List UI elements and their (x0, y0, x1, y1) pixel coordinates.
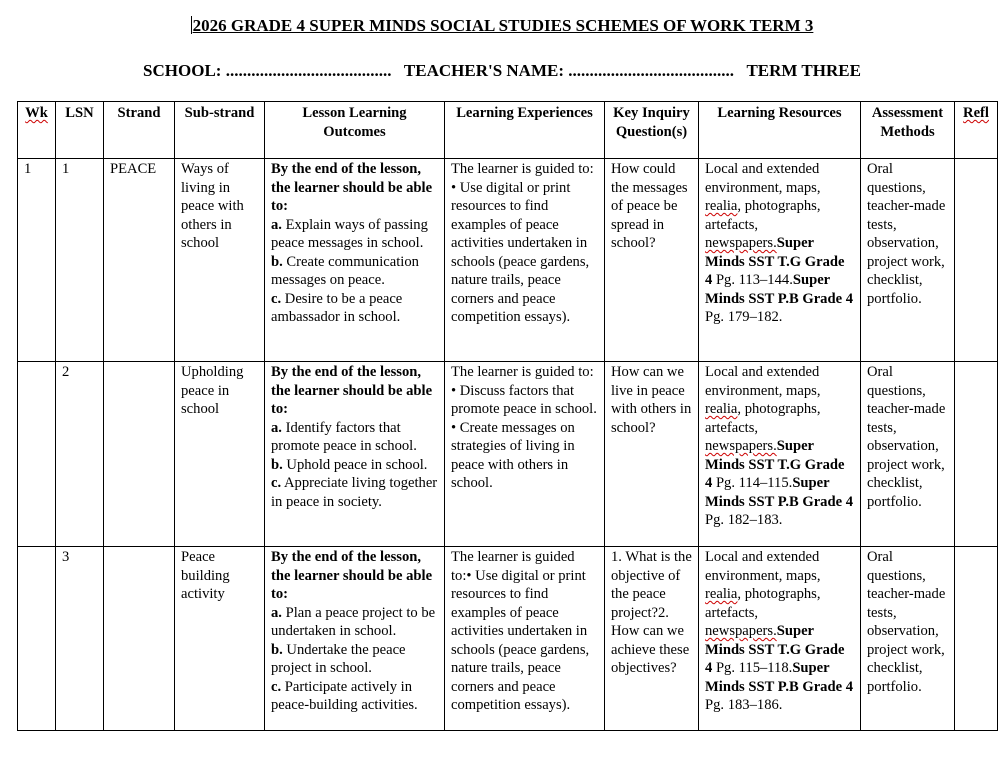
cell-outcomes[interactable]: By the end of the lesson, the learner should be able to: a. Identify factors that promote peace in school. b. Uphold peace in school. c. Appreciate living together in peace in society. (265, 362, 445, 547)
document-subheading (0, 61, 1004, 81)
cell-assessment[interactable]: Oral questions, teacher-made tests, observation, project work, checklist, portfolio. (861, 362, 955, 547)
cell-reflection[interactable] (955, 547, 998, 731)
cell-outcomes[interactable]: By the end of the lesson, the learner should be able to: a. Explain ways of passing peace messages in school. b. Create communication messages on peace. c. Desire to be a peace ambassador in school. (265, 159, 445, 362)
term-label: TERM THREE (746, 61, 861, 80)
header-resources: Learning Resources (699, 102, 861, 159)
cell-substrand[interactable]: Ways of living in peace with others in school (175, 159, 265, 362)
header-reflection: Refl (955, 102, 998, 159)
cell-experiences[interactable]: The learner is guided to: • Use digital or print resources to find examples of peace activities undertaken in schools (peace gardens, nature trails, peace corners and peace competition essays). (445, 159, 605, 362)
cell-inquiry[interactable]: How can we live in peace with others in school? (605, 362, 699, 547)
table-header-row (18, 102, 998, 159)
cell-strand[interactable] (104, 547, 175, 731)
cell-resources[interactable]: Local and extended environment, maps, realia, photographs, artefacts, newspapers.Super Minds SST T.G Grade 4 Pg. 113–144.Super Minds SST P.B Grade 4 Pg. 179–182. (699, 159, 861, 362)
header-assessment: Assessment Methods (861, 102, 955, 159)
header-wk: Wk (18, 102, 56, 159)
table-row (18, 362, 998, 547)
cell-reflection[interactable] (955, 362, 998, 547)
cell-wk[interactable]: 1 (18, 159, 56, 362)
cell-inquiry[interactable]: How could the messages of peace be spread in school? (605, 159, 699, 362)
document-title: 2026 GRADE 4 SUPER MINDS SOCIAL STUDIES SCHEMES OF WORK TERM 3 (192, 16, 814, 35)
cell-lsn[interactable]: 3 (56, 547, 104, 731)
text-cursor (191, 16, 192, 34)
cell-resources[interactable]: Local and extended environment, maps, realia, photographs, artefacts, newspapers.Super Minds SST T.G Grade 4 Pg. 114–115.Super Minds SST P.B Grade 4 Pg. 182–183. (699, 362, 861, 547)
cell-lsn[interactable]: 2 (56, 362, 104, 547)
cell-resources[interactable]: Local and extended environment, maps, realia, photographs, artefacts, newspapers.Super Minds SST T.G Grade 4 Pg. 115–118.Super Minds SST P.B Grade 4 Pg. 183–186. (699, 547, 861, 731)
header-strand: Strand (104, 102, 175, 159)
header-experiences: Learning Experiences (445, 102, 605, 159)
cell-assessment[interactable]: Oral questions, teacher-made tests, observation, project work, checklist, portfolio. (861, 159, 955, 362)
cell-wk[interactable] (18, 362, 56, 547)
cell-experiences[interactable]: The learner is guided to:• Use digital or print resources to find examples of peace activities undertaken in schools (peace gardens, nature trails, peace corners and peace competition essays). (445, 547, 605, 731)
header-outcomes: Lesson Learning Outcomes (265, 102, 445, 159)
cell-strand[interactable]: PEACE (104, 159, 175, 362)
schemes-of-work-table (17, 101, 998, 731)
header-lsn: LSN (56, 102, 104, 159)
cell-outcomes[interactable]: By the end of the lesson, the learner should be able to: a. Plan a peace project to be undertaken in school. b. Undertake the peace project in school. c. Participate actively in peace-building activities. (265, 547, 445, 731)
cell-inquiry[interactable]: 1. What is the objective of the peace project?2. How can we achieve these objectives? (605, 547, 699, 731)
cell-substrand[interactable]: Peace building activity (175, 547, 265, 731)
table-row (18, 547, 998, 731)
teacher-name-field[interactable]: TEACHER'S NAME: ....................................... (403, 61, 735, 80)
cell-experiences[interactable]: The learner is guided to: • Discuss factors that promote peace in school. • Create messages on strategies of living in peace with others in school. (445, 362, 605, 547)
cell-wk[interactable] (18, 547, 56, 731)
school-field[interactable]: SCHOOL: ....................................... (143, 61, 392, 80)
cell-substrand[interactable]: Upholding peace in school (175, 362, 265, 547)
cell-strand[interactable] (104, 362, 175, 547)
cell-assessment[interactable]: Oral questions, teacher-made tests, observation, project work, checklist, portfolio. (861, 547, 955, 731)
header-substrand: Sub-strand (175, 102, 265, 159)
header-inquiry: Key Inquiry Question(s) (605, 102, 699, 159)
table-row (18, 159, 998, 362)
cell-reflection[interactable] (955, 159, 998, 362)
cell-lsn[interactable]: 1 (56, 159, 104, 362)
